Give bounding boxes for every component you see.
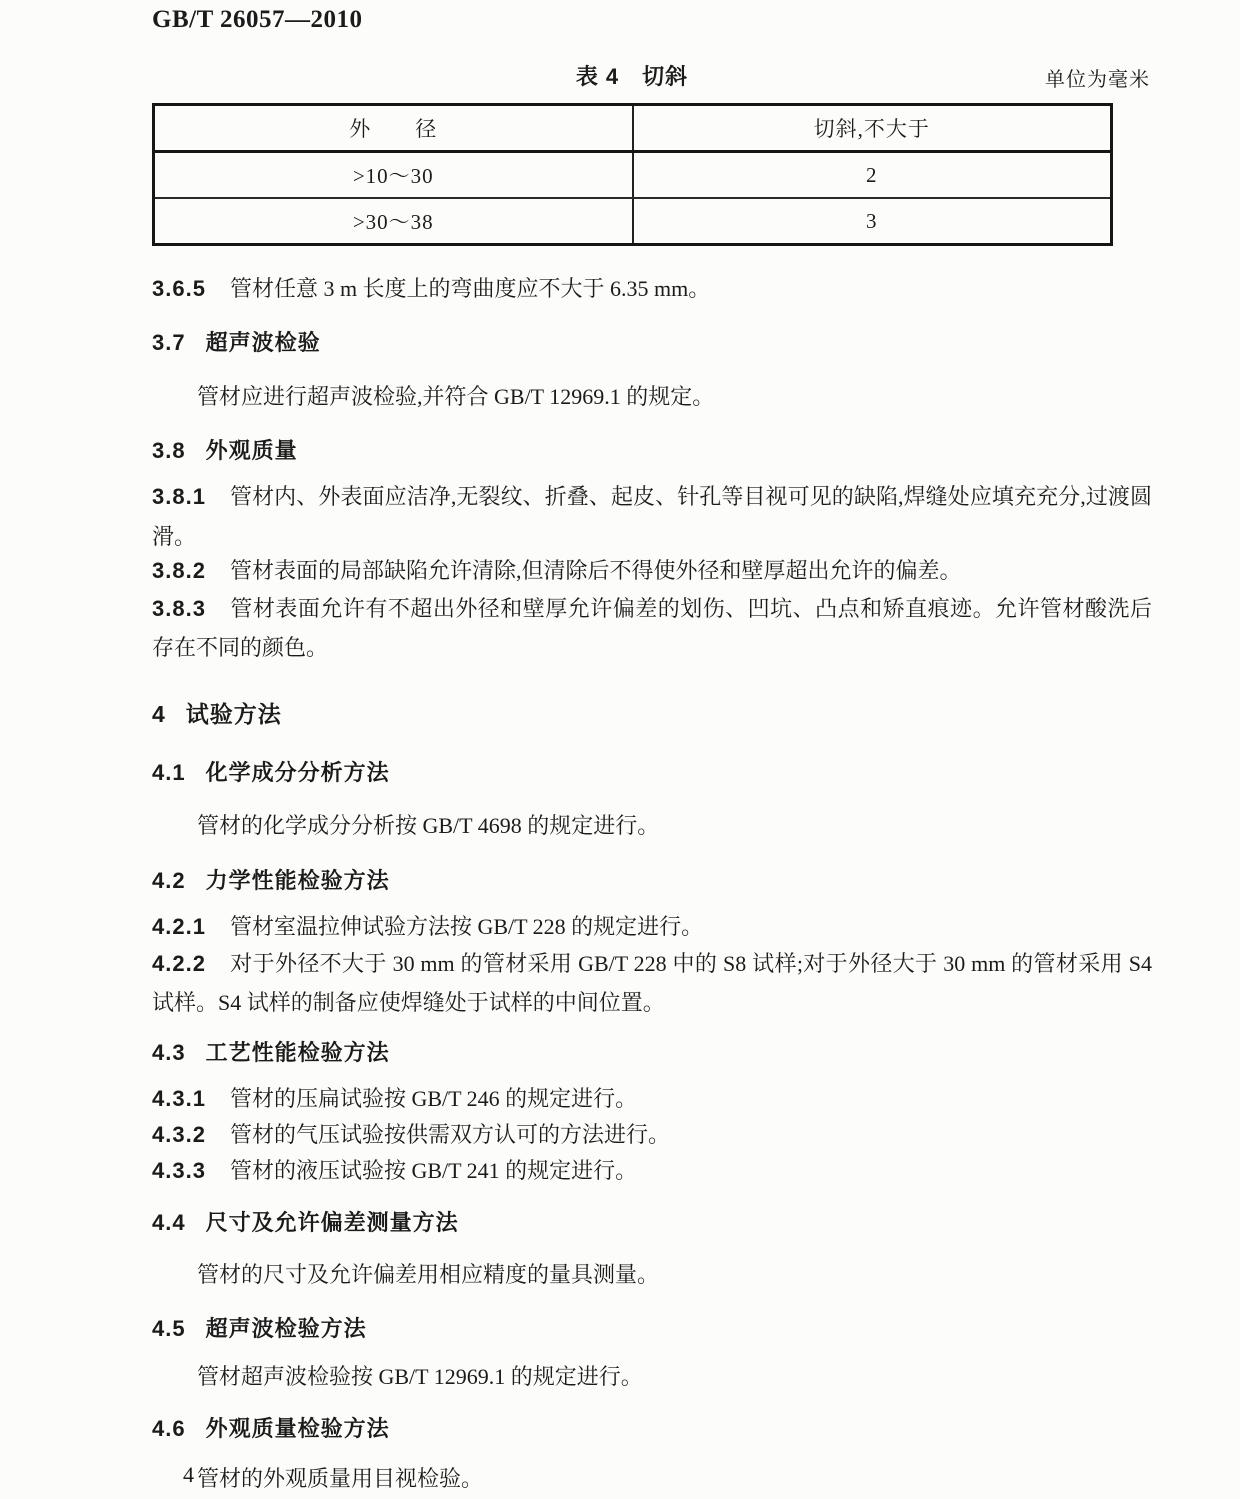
table-unit-note: 单位为毫米 bbox=[1045, 69, 1150, 91]
clause-number: 4.2.2 bbox=[152, 951, 206, 976]
heading-3-8 bbox=[152, 432, 1152, 470]
clause-text: 管材表面允许有不超出外径和壁厚允许偏差的划伤、凹坑、凸点和矫直痕迹。允许管材酸洗后存在不同的颜色。 bbox=[152, 596, 1152, 660]
heading-title: 工艺性能检验方法 bbox=[205, 1040, 390, 1065]
cell-od-range-2: >30～38 bbox=[154, 198, 633, 245]
clause-4-3-1 bbox=[152, 1080, 1152, 1118]
clause-number: 3.8.3 bbox=[152, 596, 206, 621]
clause-3-8-3 bbox=[152, 589, 1152, 667]
paragraph-3-7: 管材应进行超声波检验,并符合 GB/T 12969.1 的规定。 bbox=[197, 384, 715, 409]
heading-title: 超声波检验方法 bbox=[205, 1316, 367, 1341]
clause-number: 4.2.1 bbox=[152, 914, 206, 939]
heading-4-3 bbox=[152, 1034, 1152, 1072]
heading-4-5 bbox=[152, 1310, 1152, 1348]
clause-number: 4.3.3 bbox=[152, 1158, 206, 1183]
clause-text: 管材表面的局部缺陷允许清除,但清除后不得使外径和壁厚超出允许的偏差。 bbox=[229, 558, 962, 583]
heading-number: 4.2 bbox=[152, 868, 186, 893]
table-4-cut-slant bbox=[152, 103, 1113, 246]
clause-text: 管材的气压试验按供需双方认可的方法进行。 bbox=[229, 1122, 670, 1147]
clause-text: 管材的液压试验按 GB/T 241 的规定进行。 bbox=[229, 1158, 638, 1183]
heading-title: 超声波检验 bbox=[205, 330, 321, 355]
table-caption-title: 表 4 切斜 bbox=[575, 64, 689, 89]
cell-od-range-1: >10～30 bbox=[154, 152, 633, 199]
heading-number: 3.7 bbox=[152, 330, 186, 355]
heading-title: 外观质量 bbox=[205, 438, 298, 463]
heading-title: 外观质量检验方法 bbox=[205, 1416, 390, 1441]
heading-number: 4.4 bbox=[152, 1210, 186, 1235]
column-header-cut-slant: 切斜,不大于 bbox=[633, 105, 1112, 152]
table-row bbox=[154, 152, 1112, 199]
heading-4-6 bbox=[152, 1410, 1152, 1448]
heading-number: 3.8 bbox=[152, 438, 186, 463]
clause-text: 管材任意 3 m 长度上的弯曲度应不大于 6.35 mm。 bbox=[229, 276, 711, 301]
heading-3-7 bbox=[152, 324, 1152, 362]
heading-title: 化学成分分析方法 bbox=[205, 760, 390, 785]
clause-text: 对于外径不大于 30 mm 的管材采用 GB/T 228 中的 S8 试样;对于外径大于 30 mm 的管材采用 S4 试样。S4 试样的制备应使焊缝处于试样的中间位置。 bbox=[152, 951, 1152, 1015]
heading-title: 试验方法 bbox=[185, 701, 282, 727]
heading-4-4 bbox=[152, 1204, 1152, 1242]
clause-text: 管材内、外表面应洁净,无裂纹、折叠、起皮、针孔等目视可见的缺陷,焊缝处应填充充分,过渡圆滑。 bbox=[152, 484, 1152, 549]
table-caption bbox=[152, 60, 1150, 90]
heading-title: 力学性能检验方法 bbox=[205, 868, 390, 893]
table-row bbox=[154, 198, 1112, 245]
clause-number: 3.8.1 bbox=[152, 484, 206, 509]
paragraph-4-6: 管材的外观质量用目视检验。 bbox=[197, 1466, 484, 1491]
column-header-outer-diameter: 外 径 bbox=[154, 105, 633, 152]
clause-text: 管材室温拉伸试验方法按 GB/T 228 的规定进行。 bbox=[229, 914, 704, 939]
clause-number: 3.6.5 bbox=[152, 276, 206, 301]
heading-number: 4.1 bbox=[152, 760, 186, 785]
paragraph-4-5: 管材超声波检验按 GB/T 12969.1 的规定进行。 bbox=[197, 1364, 643, 1389]
heading-number: 4 bbox=[152, 701, 166, 727]
clause-number: 4.3.1 bbox=[152, 1086, 206, 1111]
cell-slant-1: 2 bbox=[633, 152, 1112, 199]
heading-number: 4.3 bbox=[152, 1040, 186, 1065]
heading-4 bbox=[152, 695, 1152, 733]
paragraph-4-4: 管材的尺寸及允许偏差用相应精度的量具测量。 bbox=[197, 1262, 660, 1287]
clause-3-8-1 bbox=[152, 477, 1152, 557]
clause-4-2-1 bbox=[152, 908, 1152, 946]
clause-number: 4.3.2 bbox=[152, 1122, 206, 1147]
clause-text: 管材的压扁试验按 GB/T 246 的规定进行。 bbox=[229, 1086, 638, 1111]
clause-4-2-2 bbox=[152, 944, 1152, 1022]
heading-4-1 bbox=[152, 754, 1152, 792]
table-header-row bbox=[154, 105, 1112, 152]
clause-4-3-3 bbox=[152, 1152, 1152, 1190]
heading-4-2 bbox=[152, 862, 1152, 900]
page-number: 4 bbox=[183, 1462, 194, 1487]
clause-3-6-5 bbox=[152, 270, 1152, 308]
paragraph-4-1: 管材的化学成分分析按 GB/T 4698 的规定进行。 bbox=[197, 813, 660, 838]
clause-4-3-2 bbox=[152, 1116, 1152, 1154]
doc-code: GB/T 26057—2010 bbox=[152, 6, 363, 33]
clause-number: 3.8.2 bbox=[152, 558, 206, 583]
heading-title: 尺寸及允许偏差测量方法 bbox=[205, 1210, 459, 1235]
heading-number: 4.6 bbox=[152, 1416, 186, 1441]
cell-slant-2: 3 bbox=[866, 208, 878, 233]
clause-3-8-2 bbox=[152, 552, 1152, 590]
heading-number: 4.5 bbox=[152, 1316, 186, 1341]
